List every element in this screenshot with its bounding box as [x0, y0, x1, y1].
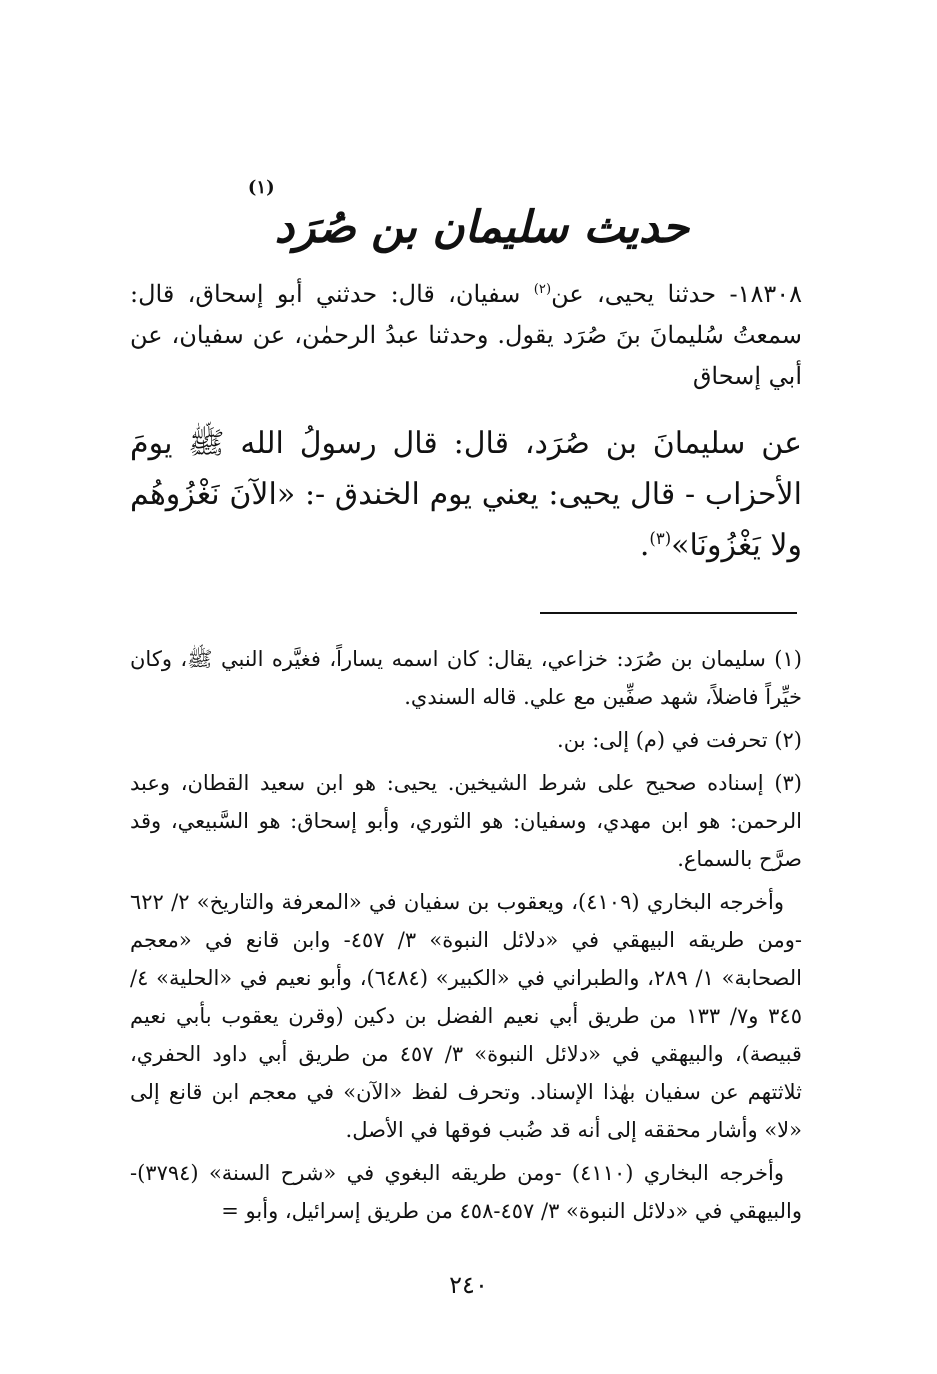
- page-number: ٢٤٠: [449, 1271, 488, 1299]
- isnad-footnote-ref: (٢): [533, 282, 552, 297]
- hadith-isnad: [130, 274, 802, 397]
- matn-footnote-ref: (٣): [649, 529, 672, 548]
- footnote-1: (١) سليمان بن صُرَد: خزاعي، يقال: كان اسمه يساراً، فغيَّره النبي ﷺ، وكان خيِّراً فاضلاً، شهد صفِّين مع علي. قاله السندي.: [130, 647, 802, 709]
- footnote-3-continuation-a: وأخرجه البخاري (٤١٠٩)، ويعقوب بن سفيان في «المعرفة والتاريخ» ٢/ ٦٢٢ -ومن طريقه البيهقي في «دلائل النبوة» ٣/ ٤٥٧- وابن قانع في «معجم الصحابة» ١/ ٢٨٩، والطبراني في «الكبير» (٦٤٨٤)، وأبو نعيم في «الحلية» ٤/ ٣٤٥ و٧/ ١٣٣ من طريق أبي نعيم الفضل بن دكين (وقرن يعقوب بأبي نعيم قبيصة)، والبيهقي في «دلائل النبوة» ٣/ ٤٥٧ من طريق أبي داود الحفري، ثلاثتهم عن سفيان بهٰذا الإسناد. وتحرف لفظ «الآن» في معجم ابن قانع إلى «لا» وأشار محققه إلى أنه قد ضُبب فوقها في الأصل.: [130, 890, 802, 1142]
- chapter-footnote-ref: (١): [247, 177, 275, 198]
- hadith-matn: [130, 418, 802, 571]
- hadith-number: ١٨٣٠٨-: [729, 280, 802, 308]
- footnote-3-continuation-b: وأخرجه البخاري (٤١١٠) -ومن طريقه البغوي في «شرح السنة» (٣٧٩٤)- والبيهقي في «دلائل النبوة» ٣/ ٤٥٧-٤٥٨ من طريق إسرائيل، وأبو =: [130, 1161, 802, 1223]
- isnad-part-1: حدثنا يحيى، عن: [551, 280, 717, 308]
- isnad-part-2: سفيان، قال: حدثني أبو إسحاق، قال: سمعتُ سُليمانَ بنَ صُرَد يقول. وحدثنا عبدُ الرحمٰن، عن سفيان، عن أبي إسحاق: [130, 280, 802, 390]
- chapter-title: [0, 177, 937, 268]
- chapter-title-text: حديث سليمان بن صُرَد: [274, 202, 690, 253]
- matn-end: .: [639, 528, 650, 563]
- footnote-2: (٢) تحرفت في (م) إلى: بن.: [557, 728, 802, 752]
- matn-text: عن سليمانَ بن صُرَد، قال: قال رسولُ الله ﷺ يومَ الأحزاب - قال يحيى: يعني يوم الخندق -: «الآنَ نَغْزُوهُم ولا يَغْزُونَا»: [130, 426, 802, 563]
- footnotes-section: [130, 640, 802, 1235]
- footnote-divider: [540, 612, 797, 614]
- footnote-3: (٣) إسناده صحيح على شرط الشيخين. يحيى: هو ابن سعيد القطان، وعبد الرحمن: هو ابن مهدي، وسفيان: هو الثوري، وأبو إسحاق: هو السَّبيعي، وقد صرَّح بالسماع.: [130, 771, 802, 871]
